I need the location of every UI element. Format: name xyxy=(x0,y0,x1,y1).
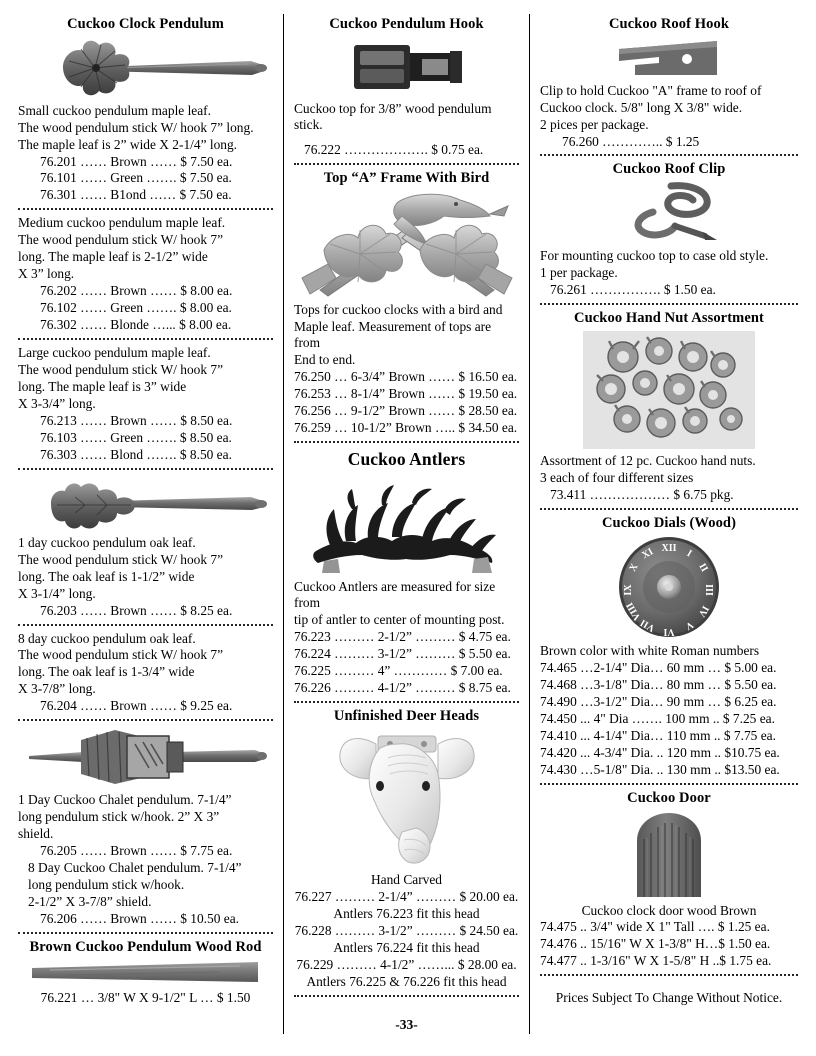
cuckoo-antlers-photo xyxy=(294,473,519,575)
description-line: long. The oak leaf is 1-1/2” wide xyxy=(18,568,195,584)
section-title: Cuckoo Roof Hook xyxy=(608,16,730,32)
price-line: 76.302 …… Blonde …... $ 8.00 ea. xyxy=(40,317,232,333)
section-title: Unfinished Deer Heads xyxy=(333,707,480,724)
section-cuckoo-door xyxy=(540,790,798,969)
price-line: 76.222 ………………. $ 0.75 ea. xyxy=(304,141,484,157)
price-line: 76.261 ……………. $ 1.50 ea. xyxy=(550,282,716,298)
description-line: Tops for cuckoo clocks with a bird and xyxy=(294,302,503,318)
description-line: Cuckoo clock door wood Brown xyxy=(581,902,757,918)
description-line: 1 per package. xyxy=(540,265,618,281)
description-line: Cuckoo top for 3/8” wood pendulum stick. xyxy=(294,100,492,132)
price-line: 76.225 ……… 4” ………… $ 7.00 ea. xyxy=(294,662,503,678)
description-line: Cuckoo Antlers are measured for size from xyxy=(294,578,496,610)
price-line: 74.476 .. 15/16" W X 1-3/8" H…$ 1.50 ea. xyxy=(540,936,771,952)
right-column xyxy=(530,14,798,1034)
description-line: 8 Day Cuckoo Chalet pendulum. 7-1/4” xyxy=(28,860,242,876)
divider xyxy=(18,719,273,721)
description-line: 3 each of four different sizes xyxy=(540,469,694,485)
section-cuckoo-roof-clip xyxy=(540,161,798,298)
section-medium-maple-pendulum xyxy=(18,215,273,333)
price-line: 76.201 …… Brown …… $ 7.50 ea. xyxy=(40,153,233,169)
price-line: 76.205 …… Brown …… $ 7.75 ea. xyxy=(40,843,233,859)
divider xyxy=(18,338,273,340)
price-line: 74.468 …3-1/8" Dia… 80 mm … $ 5.50 ea. xyxy=(540,677,777,693)
a-frame-with-bird-photo xyxy=(294,190,519,298)
wood-rod-photo xyxy=(18,960,273,986)
hand-nut-assortment-photo xyxy=(540,331,798,449)
price-line: Antlers 76.224 fit this head xyxy=(333,940,480,956)
cuckoo-dial-photo xyxy=(540,535,798,639)
middle-column xyxy=(283,14,530,1034)
svg-text:III: III xyxy=(703,584,714,597)
price-line: 76.221 … 3/8" W X 9-1/2" L … $ 1.50 xyxy=(40,989,251,1005)
description-line: The wood pendulum stick W/ hook 7” xyxy=(18,647,224,663)
description-line: long pendulum stick w/hook. xyxy=(28,877,185,893)
price-line: 76.250 … 6-3/4” Brown …… $ 16.50 ea. xyxy=(294,369,518,385)
description-line: Small cuckoo pendulum maple leaf. xyxy=(18,102,211,118)
price-line: 76.229 ……… 4-1/2” ……... $ 28.00 ea. xyxy=(296,957,517,973)
description-line: Maple leaf. Measurement of tops are from xyxy=(294,319,492,351)
description-line: X 3-3/4” long. xyxy=(18,395,96,411)
description-line: The wood pendulum stick W/ hook 7” xyxy=(18,551,224,567)
description-line: long. The maple leaf is 2-1/2” wide xyxy=(18,249,208,265)
price-line: 74.477 .. 1-3/16" W X 1-5/8" H ..$ 1.75 ea. xyxy=(540,953,772,969)
section-one-day-oak-pendulum xyxy=(18,475,273,619)
description-line: The wood pendulum stick W/ hook 7” xyxy=(18,232,224,248)
price-line: 74.410 ... 4-1/4" Dia… 110 mm .. $ 7.75 ea. xyxy=(540,727,776,743)
svg-text:X: X xyxy=(627,562,641,574)
price-line: 76.223 ……… 2-1/2” ……… $ 4.75 ea. xyxy=(294,628,511,644)
section-title: Cuckoo Hand Nut Assortment xyxy=(574,310,764,327)
section-cuckoo-roof-hook xyxy=(540,16,798,149)
pendulum-hook-photo xyxy=(294,37,519,97)
description-line: long. The oak leaf is 1-3/4” wide xyxy=(18,664,195,680)
description-line: Cuckoo clock. 5/8" long X 3/8" wide. xyxy=(540,99,743,115)
description-line: 1 day cuckoo pendulum oak leaf. xyxy=(18,534,196,550)
three-column-layout xyxy=(18,14,798,1034)
price-line: 76.213 …… Brown …… $ 8.50 ea. xyxy=(40,412,233,428)
price-line: 76.204 …… Brown …… $ 9.25 ea. xyxy=(40,698,233,714)
price-line: 74.430 …5-1/8" Dia. .. 130 mm .. $13.50 ea. xyxy=(540,761,780,777)
section-title: Cuckoo Clock Pendulum xyxy=(67,16,224,32)
section-cuckoo-dials-wood xyxy=(540,515,798,778)
price-line: 74.450 ... 4" Dia ……. 100 mm .. $ 7.25 ea. xyxy=(540,711,775,727)
divider xyxy=(294,995,519,997)
description-line: The maple leaf is 2” wide X 2-1/4” long. xyxy=(18,136,238,152)
description-line: X 3-1/4” long. xyxy=(18,585,96,601)
price-line: 76.224 ……… 3-1/2” ……… $ 5.50 ea. xyxy=(294,645,511,661)
price-line: 76.256 … 9-1/2” Brown …… $ 28.50 ea. xyxy=(294,402,518,418)
description-line: End to end. xyxy=(294,352,356,368)
svg-text:II: II xyxy=(696,561,710,575)
section-cuckoo-antlers xyxy=(294,449,519,696)
svg-text:VII: VII xyxy=(638,616,658,634)
price-line: 76.226 ……… 4-1/2” ……… $ 8.75 ea. xyxy=(294,679,511,695)
divider xyxy=(540,303,798,305)
description-line: shield. xyxy=(18,826,54,842)
divider xyxy=(294,163,519,165)
section-title: Cuckoo Antlers xyxy=(347,448,466,469)
price-line: 76.227 ……… 2-1/4” ……… $ 20.00 ea. xyxy=(294,889,519,905)
price-line: 76.303 …… Blond ……. $ 8.50 ea. xyxy=(40,446,232,462)
section-cuckoo-hand-nut-assortment xyxy=(540,310,798,503)
price-line: 76.206 …… Brown …… $ 10.50 ea. xyxy=(40,910,239,926)
price-line: Antlers 76.223 fit this head xyxy=(333,906,480,922)
divider xyxy=(540,783,798,785)
price-line: 74.475 .. 3/4" wide X 1" Tall …. $ 1.25 ea. xyxy=(540,919,770,935)
price-line: 76.259 … 10-1/2” Brown ….. $ 34.50 ea. xyxy=(294,419,518,435)
section-title: Cuckoo Door xyxy=(627,789,711,806)
description-line: tip of antler to center of mounting post. xyxy=(294,611,505,627)
price-line: 74.420 ... 4-3/4" Dia. .. 120 mm .. $10.75 ea. xyxy=(540,744,780,760)
divider xyxy=(294,701,519,703)
roof-hook-photo xyxy=(540,37,798,79)
description-line: The wood pendulum stick W/ hook 7” xyxy=(18,362,224,378)
section-large-maple-pendulum xyxy=(18,345,273,463)
cuckoo-door-photo xyxy=(540,811,798,899)
description-line: The wood pendulum stick W/ hook 7” long. xyxy=(18,119,254,135)
deer-head-photo xyxy=(294,728,519,868)
divider xyxy=(540,974,798,976)
price-line: 76.103 …… Green ……. $ 8.50 ea. xyxy=(40,429,232,445)
description-line: Large cuckoo pendulum maple leaf. xyxy=(18,345,211,361)
section-title: Cuckoo Dials (Wood) xyxy=(601,514,737,531)
price-change-notice: Prices Subject To Change Without Notice. xyxy=(555,990,783,1006)
description-line: Brown color with white Roman numbers xyxy=(540,643,760,659)
description-line: 2 pices per package. xyxy=(540,116,649,132)
description-line: Medium cuckoo pendulum maple leaf. xyxy=(18,215,226,231)
description-line: X 3-7/8” long. xyxy=(18,681,96,697)
page-number: -33- xyxy=(395,1016,418,1032)
svg-text:IX: IX xyxy=(623,584,634,596)
description-line: long. The maple leaf is 3” wide xyxy=(18,378,187,394)
maple-leaf-pendulum-photo xyxy=(18,37,273,99)
chalet-shield-pendulum-photo xyxy=(18,726,273,788)
section-chalet-pendulum xyxy=(18,726,273,927)
divider xyxy=(18,208,273,210)
description-line: long pendulum stick w/hook. 2” X 3” xyxy=(18,809,220,825)
oak-leaf-pendulum-photo xyxy=(18,475,273,531)
divider xyxy=(294,441,519,443)
price-line: 76.203 …… Brown …… $ 8.25 ea. xyxy=(40,602,233,618)
svg-text:XI: XI xyxy=(640,546,656,562)
svg-text:VIII: VIII xyxy=(624,600,644,623)
section-eight-day-oak-pendulum xyxy=(18,631,273,715)
price-line: 74.490 …3-1/2" Dia… 90 mm … $ 6.25 ea. xyxy=(540,694,777,710)
price-line: 76.102 …… Green ……. $ 8.00 ea. xyxy=(40,300,232,316)
section-title: Cuckoo Roof Clip xyxy=(612,161,726,178)
svg-text:I: I xyxy=(684,548,694,560)
section-title: Top “A” Frame With Bird xyxy=(323,169,490,186)
section-unfinished-deer-heads xyxy=(294,708,519,990)
roof-clip-photo xyxy=(540,182,798,244)
divider xyxy=(18,468,273,470)
section-top-a-frame-with-bird xyxy=(294,170,519,436)
section-brown-pendulum-wood-rod xyxy=(18,939,273,1006)
section-title: Cuckoo Pendulum Hook xyxy=(329,16,484,32)
price-line: 74.465 …2-1/4" Dia… 60 mm … $ 5.00 ea. xyxy=(540,660,777,676)
description-line: Clip to hold Cuckoo "A" frame to roof of xyxy=(540,82,762,98)
divider xyxy=(540,508,798,510)
description-line: X 3” long. xyxy=(18,266,75,282)
price-line: 76.202 …… Brown …… $ 8.00 ea. xyxy=(40,283,233,299)
price-line: Antlers 76.225 & 76.226 fit this head xyxy=(306,974,507,990)
price-line: 76.101 …… Green ……. $ 7.50 ea. xyxy=(40,170,232,186)
price-line: 73.411 ……………… $ 6.75 pkg. xyxy=(550,486,734,502)
section-cuckoo-pendulum-hook xyxy=(294,16,519,158)
price-line: 76.301 …… B1ond …… $ 7.50 ea. xyxy=(40,187,232,203)
divider xyxy=(18,932,273,934)
description-line: 2-1/2” X 3-7/8” shield. xyxy=(28,893,152,909)
price-line: 76.228 ……… 3-1/2” ……… $ 24.50 ea. xyxy=(294,923,519,939)
svg-text:VI: VI xyxy=(663,626,675,638)
svg-text:IV: IV xyxy=(695,603,711,620)
price-line: 76.253 … 8-1/4” Brown …… $ 19.50 ea. xyxy=(294,385,518,401)
section-title: Brown Cuckoo Pendulum Wood Rod xyxy=(29,938,262,955)
description-line: 1 Day Cuckoo Chalet pendulum. 7-1/4” xyxy=(18,792,232,808)
section-cuckoo-clock-pendulum xyxy=(18,16,273,203)
svg-text:V: V xyxy=(683,618,696,632)
price-line: 76.260 ………….. $ 1.25 xyxy=(562,133,700,149)
description-line: For mounting cuckoo top to case old style. xyxy=(540,248,769,264)
left-column xyxy=(18,14,283,1034)
description-line: Assortment of 12 pc. Cuckoo hand nuts. xyxy=(540,452,756,468)
description-line: 8 day cuckoo pendulum oak leaf. xyxy=(18,630,196,646)
divider xyxy=(540,154,798,156)
description-line: Hand Carved xyxy=(370,872,443,888)
divider xyxy=(18,624,273,626)
svg-text:XII: XII xyxy=(661,543,677,555)
